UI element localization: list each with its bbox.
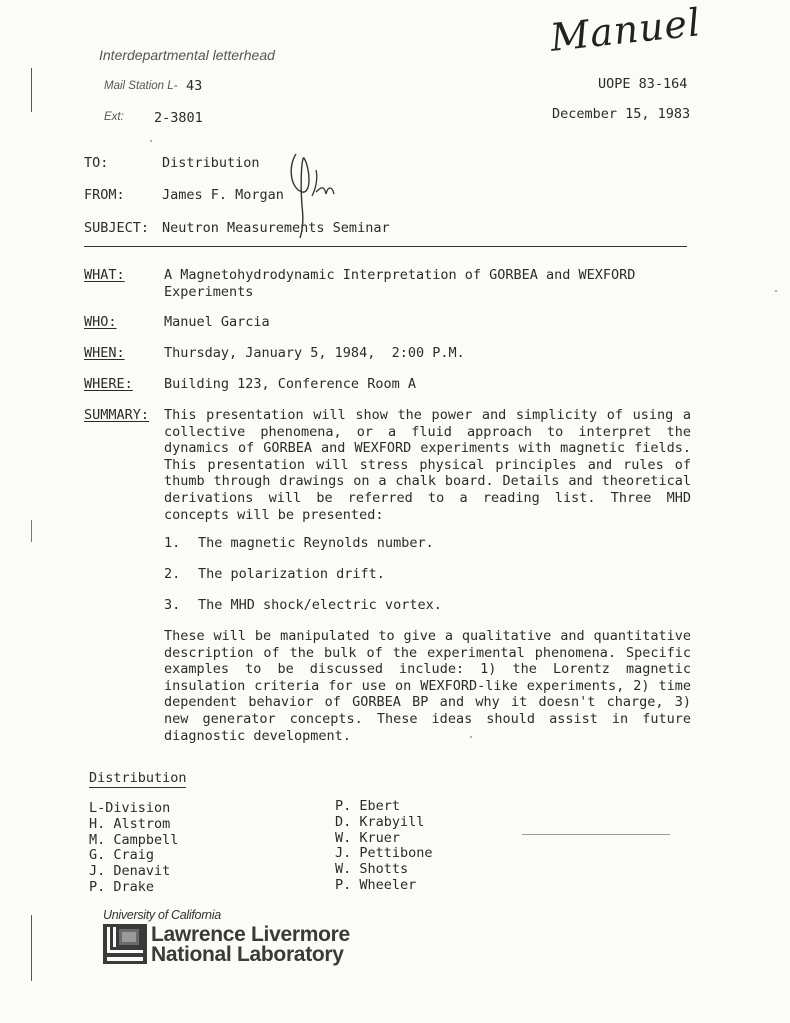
distribution-name: J. Pettibone: [335, 845, 433, 862]
lab-name-line-2: National Laboratory: [151, 943, 344, 966]
llnl-logo-icon: [103, 924, 147, 964]
what-line-1: A Magnetohydrodynamic Interpretation of GORBEA and WEXFORD: [164, 267, 636, 283]
distribution-underline: [89, 787, 186, 788]
distribution-name: P. Wheeler: [335, 876, 417, 893]
concept-1-text: The magnetic Reynolds number.: [198, 535, 434, 551]
what-label: WHAT:: [84, 267, 125, 283]
who-value: Manuel Garcia: [164, 314, 270, 330]
scan-speck: [470, 736, 472, 738]
concept-1-number: 1.: [164, 535, 181, 551]
distribution-name: M. Campbell: [89, 831, 179, 848]
who-label: WHO:: [84, 314, 117, 330]
distribution-name: G. Craig: [89, 847, 155, 864]
distribution-name: W. Kruer: [335, 829, 401, 846]
when-label: WHEN:: [84, 345, 125, 361]
ext-label: Ext:: [104, 111, 124, 123]
header-divider: [84, 246, 687, 247]
where-label: WHERE:: [84, 376, 133, 392]
from-value: James F. Morgan: [162, 187, 284, 203]
letterhead-label: Interdepartmental letterhead: [99, 47, 275, 63]
concept-3-text: The MHD shock/electric vortex.: [198, 597, 442, 613]
concept-2-text: The polarization drift.: [198, 566, 385, 582]
distribution-name: P. Ebert: [335, 798, 401, 814]
closing-text: These will be manipulated to give a qualitative and quantitative description of the bulk of the experimental phenomena. Specific examples to be discussed include: 1) the Lorentz magnetic insulation criteria for use on WEXFORD-like experiments, 2) time dependent behavior of GORBEA BP and why it doesn't charge, 3) new generator concepts. These ideas should assist in future diagnostic development.: [164, 628, 691, 744]
from-label: FROM:: [84, 187, 125, 203]
distribution-name: P. Drake: [89, 878, 155, 895]
distribution-name: H. Alstrom: [89, 815, 171, 832]
concept-2-number: 2.: [164, 566, 181, 582]
scan-margin-mark: [31, 915, 32, 981]
scan-margin-mark: [31, 68, 32, 112]
university-label: University of California: [103, 908, 221, 922]
summary-text: This presentation will show the power and simplicity of using a collective phenomena, or a fluid approach to interpret the dynamics of GORBEA and WEXFORD experiments with magnetic fields. This presentation will stress physical principles and rules of thumb through drawings on a chalk board. Details and theoretical derivations will be referred to a reading list. Three MHD concepts will be presented:: [164, 407, 691, 523]
summary-label: SUMMARY:: [84, 407, 150, 423]
memo-date: December 15, 1983: [552, 106, 691, 122]
distribution-name: W. Shotts: [335, 861, 409, 878]
scan-margin-mark: [31, 520, 32, 542]
distribution-name: J. Denavit: [89, 863, 171, 880]
handwritten-name: Manuel: [548, 0, 704, 60]
stray-line: [522, 834, 670, 835]
distribution-heading: Distribution: [89, 770, 187, 786]
ext-value: 2-3801: [154, 110, 203, 126]
mail-station-value: 43: [186, 78, 203, 94]
distribution-left-column: [89, 801, 178, 896]
distribution-right-column: [335, 799, 433, 894]
what-line-2: Experiments: [164, 284, 254, 300]
to-value: Distribution: [162, 155, 260, 171]
distribution-name: L-Division: [89, 800, 171, 816]
lab-name-line-1: Lawrence Livermore: [151, 923, 350, 946]
mail-station-label: Mail Station L-: [104, 80, 178, 92]
distribution-name: D. Krabyill: [335, 813, 425, 830]
subject-label: SUBJECT:: [84, 220, 150, 236]
initials-signature: [282, 148, 346, 240]
where-value: Building 123, Conference Room A: [164, 376, 416, 392]
concept-3-number: 3.: [164, 597, 181, 613]
scan-speck: [150, 140, 152, 142]
to-label: TO:: [84, 155, 109, 171]
when-value: Thursday, January 5, 1984, 2:00 P.M.: [164, 345, 465, 361]
scan-speck: [775, 290, 777, 292]
subject-value: Neutron Measurements Seminar: [162, 220, 390, 236]
doc-number: UOPE 83-164: [598, 76, 688, 92]
